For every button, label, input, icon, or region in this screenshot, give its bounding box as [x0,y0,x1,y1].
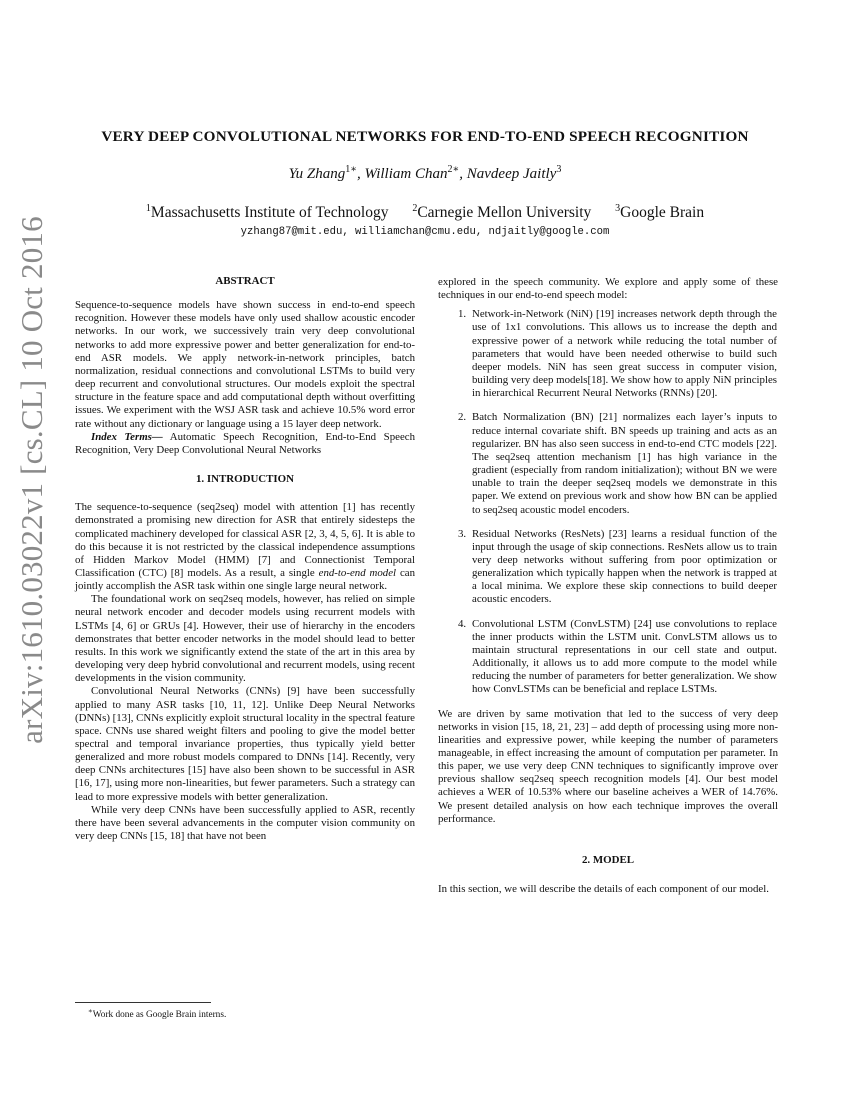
intro-paragraph-2: The foundational work on seq2seq models, however, has relied on simple neural network encoder and decoder models using recurrent models with LSTMs [4, 6] or GRUs [4]. However, their use of hierarchy in the encoders demonstrates that better encoder networks in the model should lead to better results. In this work we significantly extend the state of the art in this area by developing very deep hybrid convolutional and recurrent models, using recent developments in the vision community. [75,593,415,685]
list-item [438,308,778,400]
list-number: 2. [458,411,467,424]
right-paragraph-2: We are driven by same motivation that led to the success of very deep networks in vision [15, 18, 21, 23] – add depth of processing using more non-linearities and expressive power, while keeping the number of parameters manageable, in effect increasing the amount of computation per parameter. In this paper, we use very deep CNN techniques to significantly improve over previous shallow seq2seq speech recognition models [4]. Our best model achieves a WER of 10.53% where our baseline acheives a WER of 14.76%. We present detailed analysis on how each technique improves the overall performance. [438,707,778,825]
intro-paragraph-4: While very deep CNNs have been successfully applied to ASR, recently there have been several advancements in the computer vision community on very deep CNNs [15, 18] that have not been [75,803,415,843]
author-name: Navdeep Jaitly [466,166,557,182]
list-item-text: Residual Networks (ResNets) [23] learns a residual function of the input through the usage of skip connections. ResNets allow us to train very deep networks without suffering from poor optimization or generalization which typically happen when the network is trapped at a local minima. We explore these skip connections to build deeper acoustic encoders. [472,527,777,606]
author-name: William Chan [364,166,448,182]
affiliation-name: Massachusetts Institute of Technology [150,204,389,222]
intro-p1-text-a: The sequence-to-sequence (seq2seq) model with attention [1] has recently demonstrated a promising new direction for ASR that entirely sidesteps the complicated machinery developed for classical ASR [2, 3, 4, 5, 6]. It is able to do this because it is not restricted by the classical independence assumptions of Hidden Markov Model (HMM) [7] and Connectionist Temporal Classification (CTC) [8] models. As a result, a single [75,501,415,579]
list-number: 3. [458,527,467,540]
author-sep: , [357,166,365,182]
intro-heading: 1. INTRODUCTION [195,473,295,486]
footnote-mark: ∗ [88,1007,93,1015]
footnote-divider [75,1002,211,1003]
abstract-text: Sequence-to-sequence models have shown success in end-to-end speech recognition. However these models have only used shallow acoustic encoder networks. In our work, we successively train very deep convolutional networks to add more expressive power and better generalization for end-to-end ASR models. We apply network-in-network principles, batch normalization, residual connections and convolutional LSTMs to build very deep recurrent and convolutional structures. Our models exploit the spectral structure in the feature space and add computational depth without overfitting issues. We experiment with the WSJ ASR task and achieve 10.5% word error rate without any dictionary or language using a 15 layer deep network. [75,299,415,430]
affiliation [146,204,389,221]
author-emails: yzhang87@mit.edu, williamchan@cmu.edu, ndjaitly@google.com [240,226,610,238]
affiliation-name: Google Brain [620,204,705,222]
affiliations [0,203,850,222]
list-item-text: Network-in-Network (NiN) [19] increases network depth through the use of 1x1 convolutions. This allows us to increase the depth and expressive power of a network while reducing the total number of parameters that would have been needed otherwise to build such deeper models. NiN has seen great success in computer vision, building very deep models[18]. We show how to apply NiN principles in hierarchical Recurrent Neural Networks (RNNs) [20]. [472,308,777,400]
abstract-heading: ABSTRACT [215,275,275,287]
arxiv-stamp-text: arXiv:1610.03022v1 [cs.CL] 10 Oct 2016 [14,216,49,744]
paper-title: VERY DEEP CONVOLUTIONAL NETWORKS FOR END-TO-END SPEECH RECOGNITION [101,128,749,145]
affiliation-mark: 3 [615,203,621,214]
technique-list [438,308,778,696]
left-column [75,275,415,843]
list-item-text: Convolutional LSTM (ConvLSTM) [24] use convolutions to replace the inner products within the LSTM unit. ConvLSTM allows us to maintain structural representations in our cell state and output. Additionally, it allows us to add more compute to the model while reducing the number of parameters for better generalization. We show how ConvLSTMs can be beneficial and replace LSTMs. [472,617,777,696]
author-name: Yu Zhang [288,166,346,182]
index-terms-text: Automatic Speech Recognition, End-to-End Speech Recognition, Very Deep Convolutional Neural Networks [75,430,415,456]
list-number: 1. [458,308,467,321]
intro-paragraph-1 [75,501,415,593]
affiliation-name: Carnegie Mellon University [417,204,592,222]
affiliation [615,204,704,221]
list-number: 4. [458,617,467,630]
right-column [438,276,778,896]
author-list [0,164,850,183]
author-mark: 2∗ [447,164,460,175]
index-terms [75,431,415,457]
list-item-text: Batch Normalization (BN) [21] normalizes each layer’s inputs to reduce internal covariate shift. BN speeds up training and acts as an regularizer. BN has also seen success in end-to-end CTC models [22]. The seq2seq attention mechanism [1] has high variance in the gradient (especially from random initialization); without BN we were unable to train the deeper seq2seq models we demonstrate in this paper. We extend on previous work and show how BN can be applied to seq2seq acoustic model encoders. [472,411,777,516]
intro-paragraph-3: Convolutional Neural Networks (CNNs) [9] have been successfully applied to many ASR tasks [10, 11, 12]. Unlike Deep Neural Networks (DNNs) [13], CNNs explicitly exploit structural locality in the spectral feature space. CNNs use shared weight filters and pooling to give the model better spectral and temporal invariance properties, thus typically yield better generalized and more robust models compared to DNNs [14]. Recently, very deep CNNs architectures [15] have also been shown to be successful in ASR [16, 17], using more non-linearities, but fewer parameters. Such a strategy can lead to more expressive models with better generalization. [75,685,415,803]
author-mark: 3 [556,164,562,175]
intro-p1-text-b: can jointly accomplish the ASR task within one single large neural network. [75,566,415,593]
list-item [438,618,778,697]
list-item [438,528,778,607]
footnote [88,1007,226,1020]
author-sep: , [459,166,467,182]
affiliation-mark: 2 [412,203,418,214]
affiliation-mark: 1 [145,203,151,214]
affiliation [412,204,591,221]
list-item [438,411,778,516]
intro-p1-emphasis: end-to-end model [318,566,397,579]
author-mark: 1∗ [345,164,358,175]
footnote-text: Work done as Google Brain interns. [92,1010,227,1021]
right-paragraph-1: explored in the speech community. We explore and apply some of these techniques in our end-to-end speech model: [438,276,778,302]
right-paragraph-3: In this section, we will describe the details of each component of our model. [438,883,769,896]
model-heading: 2. MODEL [581,853,635,866]
index-terms-label: Index Terms— [91,430,163,443]
